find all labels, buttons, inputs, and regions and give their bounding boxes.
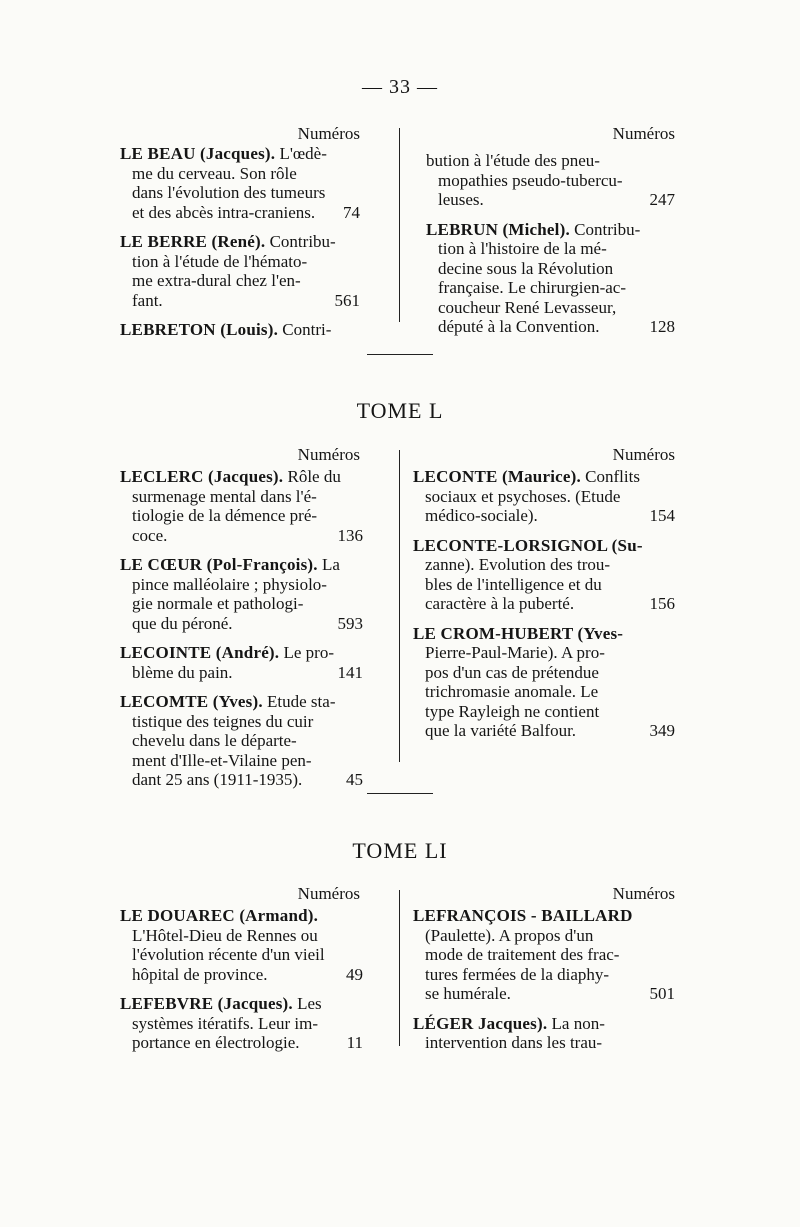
issue-number: 45 — [346, 770, 363, 789]
index-entry — [120, 144, 360, 222]
entry-text: L'œdè- — [279, 144, 327, 163]
index-entry — [413, 906, 675, 1004]
column-left — [120, 467, 363, 800]
entry-text-line: surmenage mental dans l'é- — [132, 486, 317, 506]
section-tome-l — [0, 445, 800, 789]
entry-text-line: decine sous la Révolution — [438, 258, 614, 278]
entry-text-line: fant. — [132, 290, 163, 310]
entry-text-line: blème du pain. — [132, 662, 233, 682]
entry-text-line: hôpital de province. — [132, 964, 268, 984]
entry-first-line — [120, 320, 360, 340]
column-right — [413, 906, 675, 1063]
entry-first-line — [413, 536, 675, 556]
author-name: LE DOUAREC (Armand). — [120, 906, 319, 925]
author-name: LÉGER Jacques). — [413, 1013, 548, 1033]
entry-first-line — [120, 232, 360, 252]
author-name: LECOMTE (Yves). — [120, 692, 263, 711]
author-name: LE BEAU (Jacques). — [120, 144, 276, 163]
entry-text: Conflits — [585, 467, 640, 486]
issue-number: 561 — [334, 290, 360, 310]
entry-text-line: mode de traitement des frac- — [425, 945, 620, 964]
author-name: LEFEBVRE (Jacques). — [120, 994, 293, 1013]
column-right — [426, 151, 675, 347]
author-name: LE CŒUR (Pol-François). — [120, 555, 318, 574]
author-name: LEBRUN (Michel). — [426, 219, 570, 239]
entry-text: Etude sta- — [267, 692, 336, 711]
entry-first-line — [413, 1014, 675, 1034]
entry-text-line: député à la Convention. — [438, 317, 600, 336]
column-right — [413, 467, 675, 751]
entry-first-line — [120, 994, 363, 1014]
index-entry — [426, 151, 675, 210]
entry-first-line — [120, 692, 363, 712]
entry-first-line — [426, 220, 675, 240]
numeros-header-right: Numéros — [612, 445, 675, 464]
entry-text-line: ment d'Ille-et-Vilaine pen- — [132, 750, 312, 770]
entry-text-line: que du péroné. — [132, 613, 233, 633]
index-entry — [120, 906, 363, 984]
index-entry — [120, 467, 363, 545]
entry-text-line: leuses. — [438, 190, 484, 209]
index-entry — [120, 692, 363, 790]
entry-text-line: l'évolution récente d'un vieil — [132, 945, 325, 964]
entry-text: Contribu- — [574, 219, 641, 239]
entry-text-line: tures fermées de la diaphy- — [425, 964, 610, 984]
entry-text: La — [321, 555, 340, 574]
numeros-header-left: Numéros — [297, 884, 360, 903]
numeros-header-left: Numéros — [297, 445, 360, 464]
entry-text-line: zanne). Evolution des trou- — [425, 555, 611, 574]
entry-first-line — [413, 624, 675, 644]
entry-text: La non- — [551, 1013, 605, 1033]
tome-li-title: TOME LI — [352, 838, 448, 863]
numeros-header-right: Numéros — [612, 124, 675, 143]
entry-text-line: portance en électrologie. — [132, 1033, 300, 1052]
entry-text-line: tistique des teignes du cuir — [132, 711, 314, 731]
issue-number: 156 — [649, 594, 675, 613]
entry-text-line: Pierre-Paul-Marie). A pro- — [425, 643, 605, 662]
entry-text-line: systèmes itératifs. Leur im- — [132, 1013, 319, 1033]
issue-number: 49 — [346, 964, 363, 984]
issue-number: 349 — [649, 721, 675, 740]
issue-number: 154 — [649, 506, 675, 525]
entry-text: Contri- — [282, 320, 332, 339]
index-entry — [120, 555, 363, 633]
entry-text-line: médico-sociale). — [425, 506, 538, 525]
page-number: — 33 — — [362, 76, 438, 98]
entry-text-line: dant 25 ans (1911-1935). — [132, 770, 303, 789]
entry-text: Le pro- — [283, 643, 335, 662]
section-tome-li — [0, 884, 800, 1054]
index-entry — [413, 536, 675, 614]
author-name: LEFRANÇOIS - BAILLARD — [413, 906, 633, 925]
index-entry — [120, 994, 363, 1053]
entry-text-line: et des abcès intra-craniens. — [132, 202, 316, 222]
index-entry — [413, 467, 675, 526]
entry-text-line: française. Le chirurgien-ac- — [438, 278, 626, 297]
entry-text-line: sociaux et psychoses. (Etude — [425, 486, 621, 506]
entry-text-line: mopathies pseudo-tubercu- — [438, 170, 623, 190]
author-name: LECOINTE (André). — [120, 643, 280, 662]
author-name: LE CROM-HUBERT (Yves- — [413, 623, 624, 643]
entry-text-line: me du cerveau. Son rôle — [132, 163, 297, 183]
index-entry — [413, 624, 675, 741]
issue-number: 593 — [337, 613, 363, 633]
entry-text-line: (Paulette). A propos d'un — [425, 925, 594, 945]
entry-first-line — [426, 151, 675, 171]
index-entry — [120, 643, 363, 682]
entry-text-line: chevelu dans le départe- — [132, 731, 297, 750]
entry-text-line: se humérale. — [425, 984, 511, 1003]
entry-text-line: caractère à la puberté. — [425, 594, 575, 613]
entry-text: Contribu- — [269, 232, 336, 251]
index-entry — [426, 220, 675, 337]
entry-text-line: coce. — [132, 525, 168, 545]
entry-text-line: type Rayleigh ne contient — [425, 701, 600, 721]
entry-text-line: pince malléolaire ; physiolo- — [132, 574, 327, 594]
column-left — [120, 144, 360, 350]
entry-text-line: trichromasie anomale. Le — [425, 682, 599, 701]
issue-number: 501 — [649, 984, 675, 1003]
separator-rule — [367, 354, 433, 355]
entry-first-line — [120, 643, 363, 663]
author-name: LECLERC (Jacques). — [120, 467, 284, 486]
entry-first-line — [120, 906, 363, 926]
index-entry — [120, 320, 360, 340]
entry-text-line: gie normale et pathologi- — [132, 594, 304, 613]
entry-first-line — [413, 906, 675, 926]
issue-number: 11 — [346, 1033, 363, 1052]
issue-number: 247 — [649, 190, 675, 209]
column-divider — [399, 890, 400, 1046]
index-entry — [413, 1014, 675, 1053]
entry-first-line — [120, 144, 360, 164]
numeros-header-right: Numéros — [612, 884, 675, 903]
index-entry — [120, 232, 360, 310]
column-divider — [399, 450, 400, 762]
entry-text-line: pos d'un cas de prétendue — [425, 662, 599, 682]
entry-text-line: bles de l'intelligence et du — [425, 574, 602, 594]
entry-text-line: intervention dans les trau- — [425, 1033, 603, 1052]
issue-number: 128 — [649, 317, 675, 336]
entry-text-line: dans l'évolution des tumeurs — [132, 183, 326, 202]
entry-first-line — [413, 467, 675, 487]
author-name: LEBRETON (Louis). — [120, 320, 279, 339]
numeros-header-left: Numéros — [297, 124, 360, 143]
issue-number: 136 — [337, 525, 363, 545]
author-name: LECONTE-LORSIGNOL (Su- — [413, 535, 643, 555]
entry-text-line: me extra-dural chez l'en- — [132, 271, 301, 290]
tome-l-title: TOME L — [356, 398, 444, 423]
entry-text: bution à l'étude des pneu- — [426, 151, 600, 170]
author-name: LECONTE (Maurice). — [413, 467, 581, 486]
entry-first-line — [120, 555, 363, 575]
column-divider — [399, 128, 400, 322]
section-top — [0, 124, 800, 339]
entry-text-line: tion à l'étude de l'hémato- — [132, 251, 308, 271]
entry-first-line — [120, 467, 363, 487]
entry-text: Les — [297, 994, 322, 1013]
entry-text-line: coucheur René Levasseur, — [438, 297, 617, 317]
entry-text-line: L'Hôtel-Dieu de Rennes ou — [132, 925, 318, 945]
column-left — [120, 906, 363, 1063]
entry-text: Rôle du — [287, 467, 341, 486]
author-name: LE BERRE (René). — [120, 232, 266, 251]
entry-text-line: tion à l'histoire de la mé- — [438, 239, 607, 258]
entry-text-line: tiologie de la démence pré- — [132, 506, 318, 525]
entry-text-line: que la variété Balfour. — [425, 721, 577, 740]
issue-number: 141 — [337, 662, 363, 682]
separator-rule — [367, 793, 433, 794]
issue-number: 74 — [343, 202, 360, 222]
